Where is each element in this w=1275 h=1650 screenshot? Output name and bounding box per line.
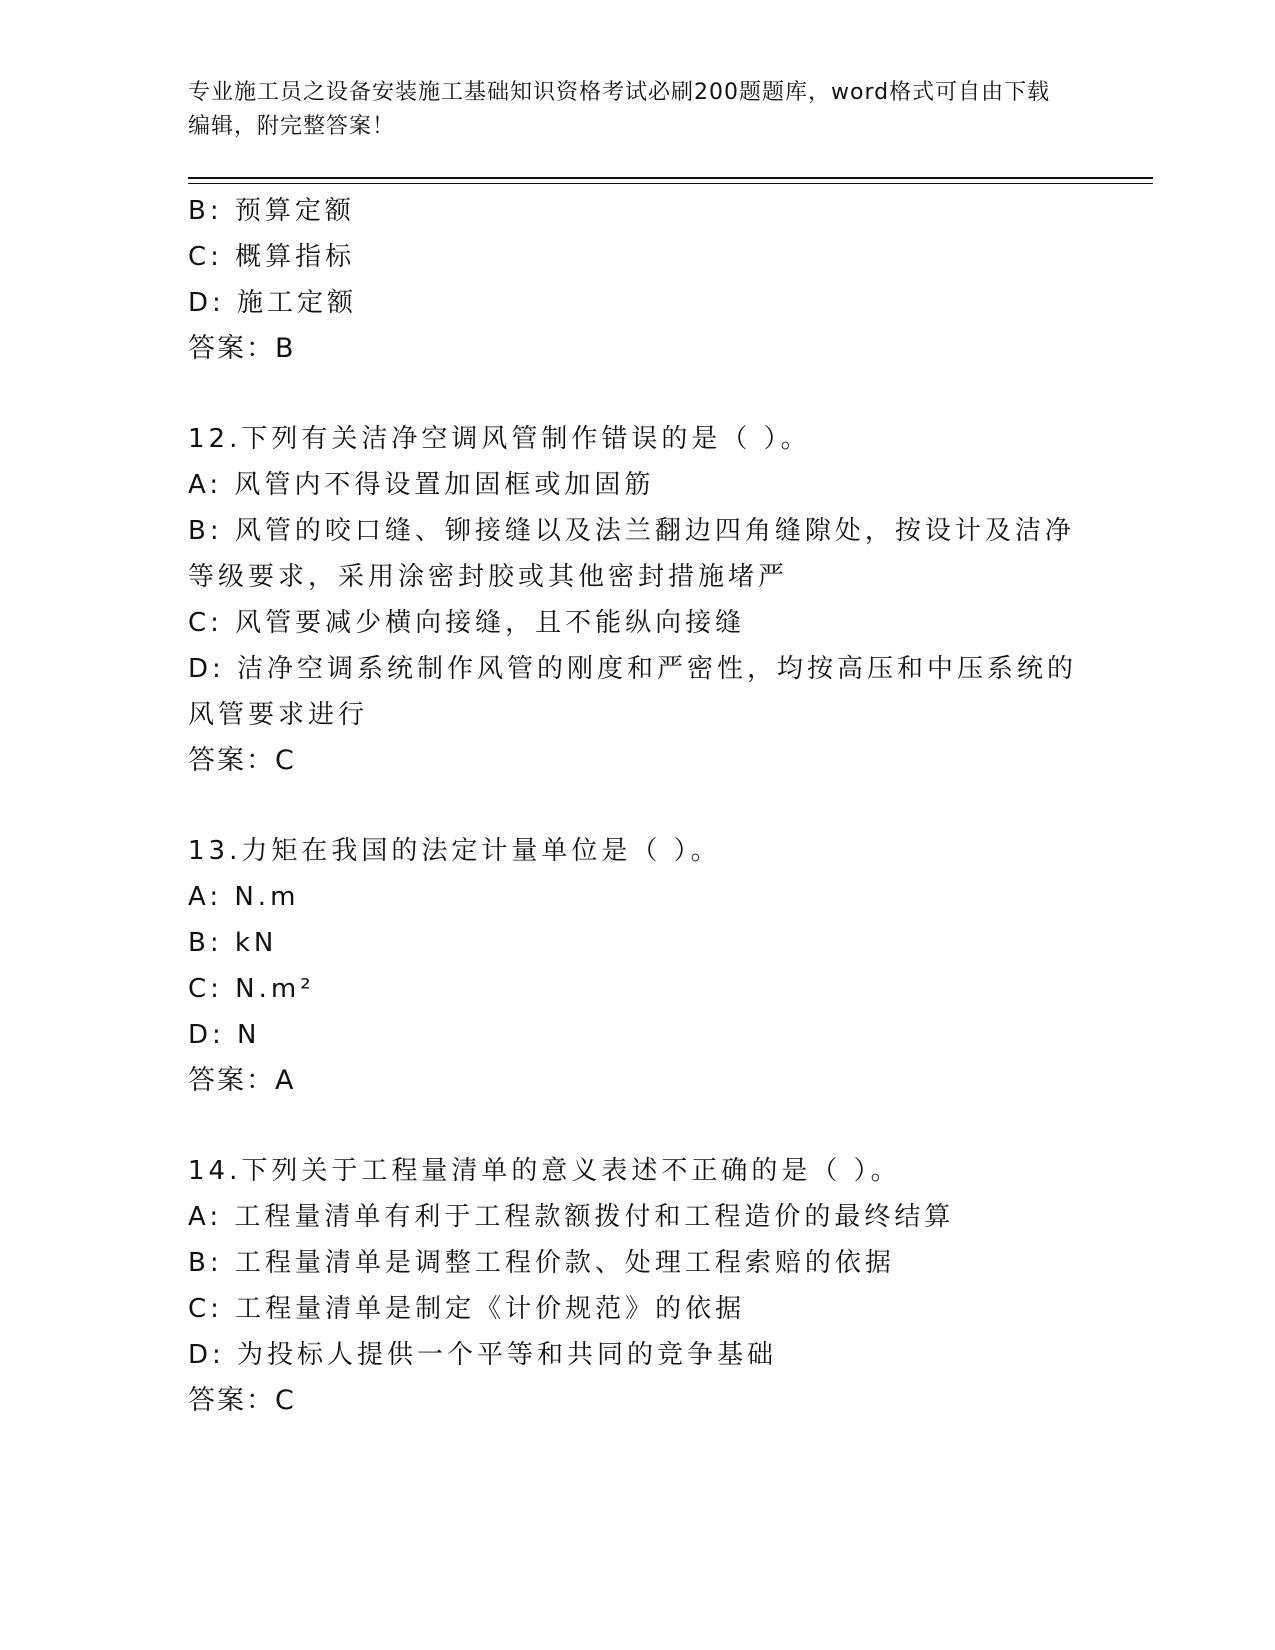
option-a: A: 风管内不得设置加固框或加固筋 [188,470,655,500]
document-header [188,76,1068,144]
header-divider-thick [188,177,1153,179]
option-d: D: N [188,1020,261,1050]
question-stem: 12.下列有关洁净空调风管制作错误的是（ ）。 [188,424,811,454]
question-content [188,188,1078,1424]
answer: 答案：B [188,333,296,364]
option-b: B: 预算定额 [188,196,355,226]
option-c: C: 风管要减少横向接缝，且不能纵向接缝 [188,608,746,638]
question-14 [188,1148,1078,1424]
header-title: 专业施工员之设备安装施工基础知识资格考试必刷200题题库，word格式可自由下载编辑，附完整答案！ [188,80,1051,139]
answer: 答案：C [188,1385,296,1416]
question-stem: 14.下列关于工程量清单的意义表述不正确的是（ ）。 [188,1156,901,1186]
option-a: A: N.m [188,882,300,912]
option-d: D: 洁净空调系统制作风管的刚度和严密性，均按高压和中压系统的风管要求进行 [188,654,1078,730]
option-b: B: 工程量清单是调整工程价款、处理工程索赔的依据 [188,1248,895,1278]
option-a: A: 工程量清单有利于工程款额拨付和工程造价的最终结算 [188,1202,955,1232]
answer: 答案：A [188,1065,296,1096]
question-12 [188,416,1078,784]
option-c: C: 概算指标 [188,242,356,272]
option-c: C: 工程量清单是制定《计价规范》的依据 [188,1294,746,1324]
option-b: B: kN [188,928,278,958]
option-d: D: 为投标人提供一个平等和共同的竞争基础 [188,1340,778,1370]
option-d: D: 施工定额 [188,288,358,318]
question-stem: 13.力矩在我国的法定计量单位是（ ）。 [188,836,721,866]
option-b: B: 风管的咬口缝、铆接缝以及法兰翻边四角缝隙处，按设计及洁净等级要求，采用涂密封胶或其他密封措施堵严 [188,516,1075,592]
header-divider-thin [188,183,1153,184]
question-13 [188,828,1078,1104]
question-11-continued [188,188,1078,372]
answer: 答案：C [188,745,296,776]
option-c: C: N.m² [188,974,315,1004]
